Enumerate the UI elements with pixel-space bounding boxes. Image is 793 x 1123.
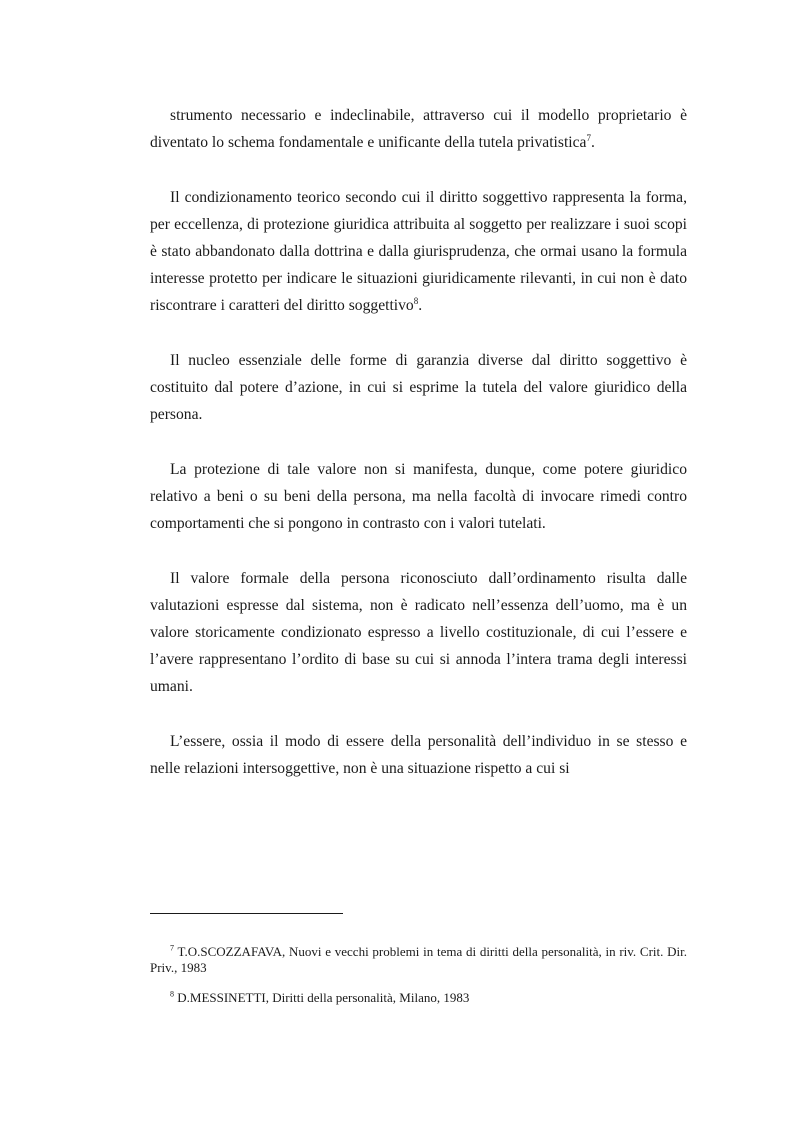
paragraph [150,347,687,428]
paragraph-text: Il nucleo essenziale delle forme di garanzia diverse dal diritto soggettivo è costituito dal potere d’azione, in cui si esprime la tutela del valore giuridico della persona. [150,352,687,423]
paragraph-tail: . [590,134,595,151]
page-body [150,102,687,810]
footnote-number: 8 [170,989,174,999]
paragraph-tail: . [418,297,423,314]
paragraph [150,565,687,700]
footnote-reference: 8 [413,295,419,306]
footnote-reference: 7 [586,132,591,143]
footnotes [150,944,687,1020]
paragraph [150,102,687,156]
footnote-number: 7 [170,943,174,953]
paragraph [150,184,687,319]
paragraph-text: L’essere, ossia il modo di essere della personalità dell’individuo in se stesso e nelle relazioni intersoggettive, non è una situazione rispetto a cui si [150,733,687,777]
paragraph [150,728,687,782]
paragraph [150,456,687,537]
footnote-separator [150,913,343,914]
footnote [150,990,687,1006]
footnote [150,944,687,976]
paragraph-text: La protezione di tale valore non si manifesta, dunque, come potere giuridico relativo a beni o su beni della persona, ma nella facoltà di invocare rimedi contro comportamenti che si pongono in contrasto con i valori tutelati. [150,461,687,532]
paragraph-text: Il condizionamento teorico secondo cui il diritto soggettivo rappresenta la forma, per eccellenza, di protezione giuridica attribuita al soggetto per realizzare i suoi scopi è stato abbandonato dalla dottrina e dalla giurisprudenza, che ormai usano la formula interesse protetto per indicare le situazioni giuridicamente rilevanti, in cui non è dato riscontrare i caratteri del diritto soggettivo [150,189,687,314]
footnote-text: T.O.SCOZZAFAVA, Nuovi e vecchi problemi in tema di diritti della personalità, in riv. Crit. Dir. Priv., 1983 [150,944,687,975]
footnote-text: D.MESSINETTI, Diritti della personalità, Milano, 1983 [177,990,470,1005]
paragraph-text: Il valore formale della persona riconosciuto dall’ordinamento risulta dalle valutazioni espresse dal sistema, non è radicato nell’essenza dell’uomo, ma è un valore storicamente condizionato espresso a livello costituzionale, di cui l’essere e l’avere rappresentano l’ordito di base su cui si annoda l’intera trama degli interessi umani. [150,570,687,695]
paragraph-text: strumento necessario e indeclinabile, attraverso cui il modello proprietario è diventato lo schema fondamentale e unificante della tutela privatistica [150,107,687,151]
